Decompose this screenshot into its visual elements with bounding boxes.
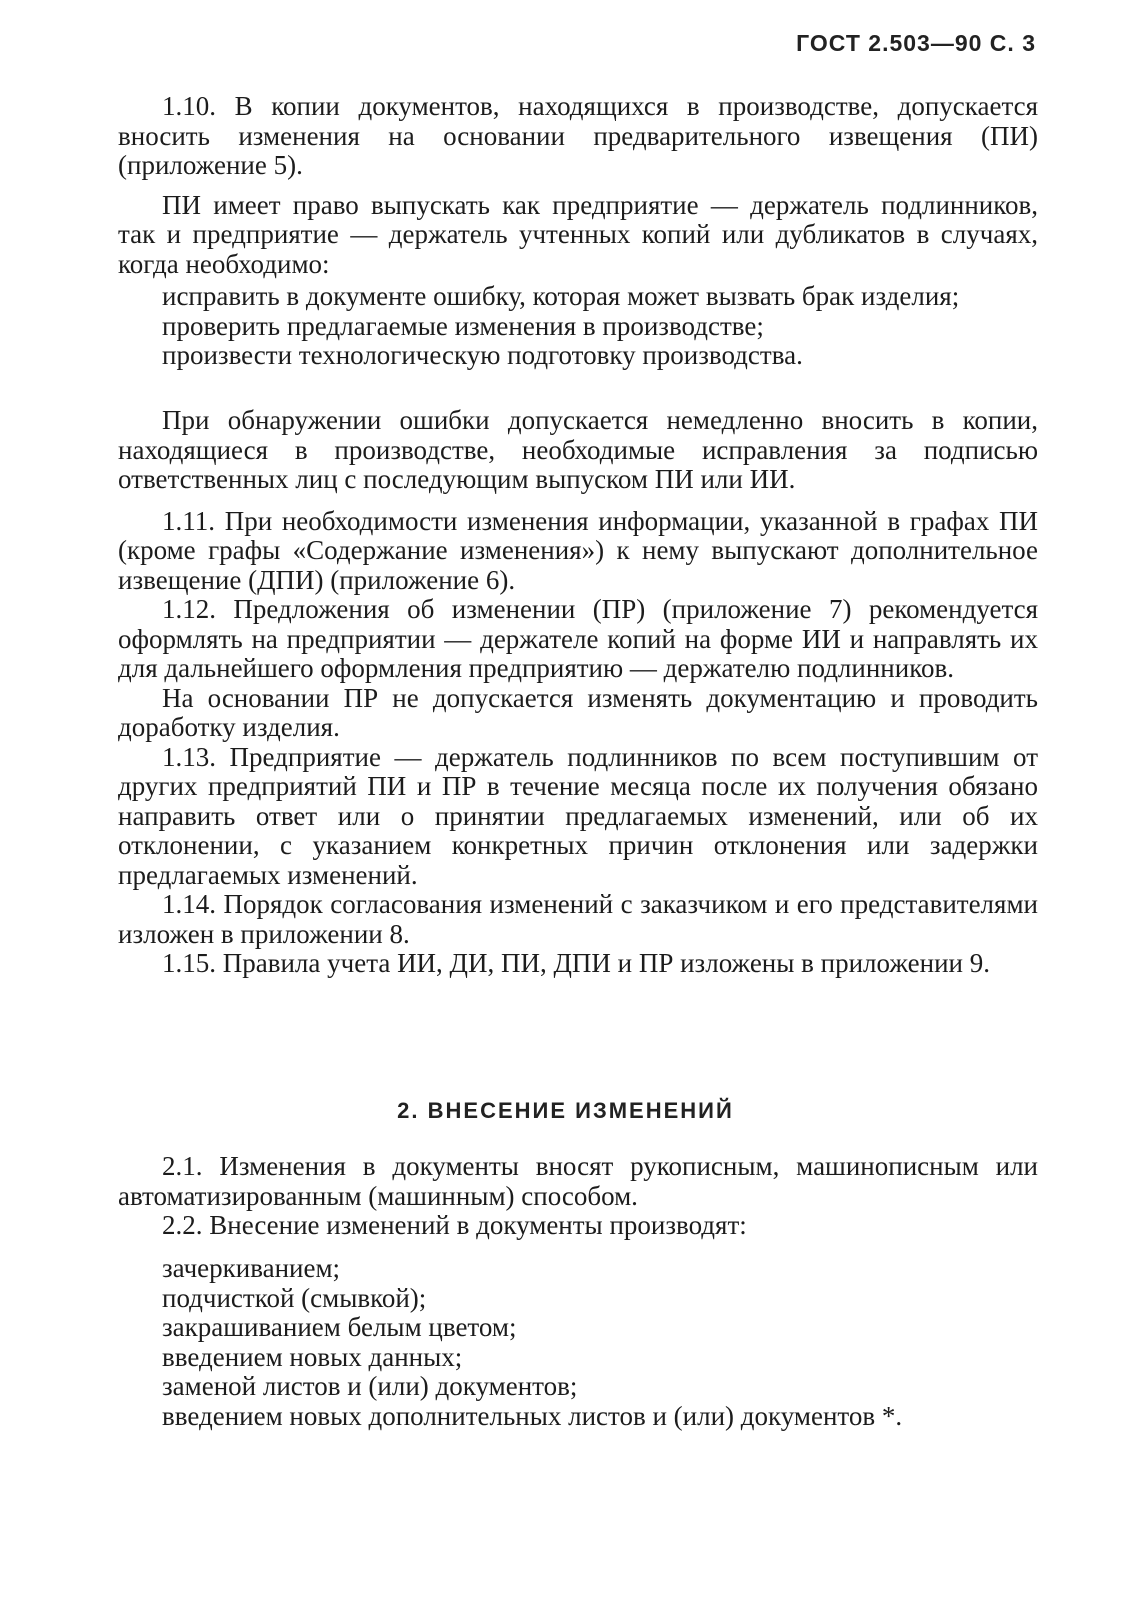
clause-2-2: 2.2. Внесение изменений в документы производят: — [162, 1210, 747, 1240]
clause-1-15: 1.15. Правила учета ИИ, ДИ, ПИ, ДПИ и ПР изложены в приложении 9. — [162, 948, 990, 978]
list-item: произвести технологическую подготовку производства. — [162, 340, 803, 370]
list-item: введением новых дополнительных листов и (или) документов *. — [162, 1400, 903, 1431]
list-item: проверить предлагаемые изменения в производстве; — [162, 310, 764, 341]
list-item: зачеркиванием; — [162, 1253, 341, 1283]
clause-2-1: 2.1. Изменения в документы вносят рукописным, машинописным или автоматизированным (машинным) способом. — [118, 1151, 1038, 1211]
list-item: заменой листов и (или) документов; — [162, 1371, 578, 1401]
paragraph-error: При обнаружении ошибки допускается немедленно вносить в копии, находящиеся в производстве, необходимые исправления за подписью ответственных лиц с последующим выпуском ПИ или ИИ. — [118, 405, 1038, 494]
clause-1-10: 1.10. В копии документов, находящихся в производстве, допускается вносить изменения на основании предварительного извещения (ПИ) (приложение 5). — [118, 91, 1038, 180]
list-item: закрашиванием белым цветом; — [162, 1312, 517, 1342]
running-head: ГОСТ 2.503—90 С. 3 — [796, 30, 1036, 56]
change-methods-list — [118, 1254, 1038, 1431]
clause-1-11: 1.11. При необходимости изменения информации, указанной в графах ПИ (кроме графы «Содержание изменения») к нему выпускают дополнительное извещение (ДПИ) (приложение 6). — [118, 505, 1038, 595]
paragraph-pr-basis: На основании ПР не допускается изменять документацию и проводить доработку изделия. — [118, 682, 1038, 742]
list-item: исправить в документе ошибку, которая может вызвать брак изделия; — [162, 281, 960, 311]
paragraph-pi-rights: ПИ имеет право выпускать как предприятие — держатель подлинников, так и предприятие — держатель учтенных копий или дубликатов в случаях, когда необходимо: — [118, 189, 1038, 279]
clause-1-14: 1.14. Порядок согласования изменений с заказчиком и его представителями изложен в приложении 8. — [118, 889, 1038, 949]
clause-1-12: 1.12. Предложения об изменении (ПР) (приложение 7) рекомендуется оформлять на предприятии — держателе копий на форме ИИ и направлять их для дальнейшего оформления предприятию — держателю подлинников. — [118, 594, 1038, 683]
section-2-title: 2. ВНЕСЕНИЕ ИЗМЕНЕНИЙ — [397, 1098, 734, 1123]
section-2-body — [118, 1152, 1038, 1241]
list-item: введением новых данных; — [162, 1341, 463, 1372]
list-item: подчисткой (смывкой); — [162, 1282, 427, 1313]
section-1-body — [118, 406, 1038, 979]
clause-1-13: 1.13. Предприятие — держатель подлинников по всем поступившим от других предприятий ПИ и ПР в течение месяца после их получения обязано направить ответ или о принятии предлагаемых изменений, или об их отклонении, с указанием конкретных причин отклонения или задержки предлагаемых изменений. — [118, 741, 1038, 890]
pi-conditions-list — [118, 282, 1038, 371]
section-1-top — [118, 92, 1038, 279]
